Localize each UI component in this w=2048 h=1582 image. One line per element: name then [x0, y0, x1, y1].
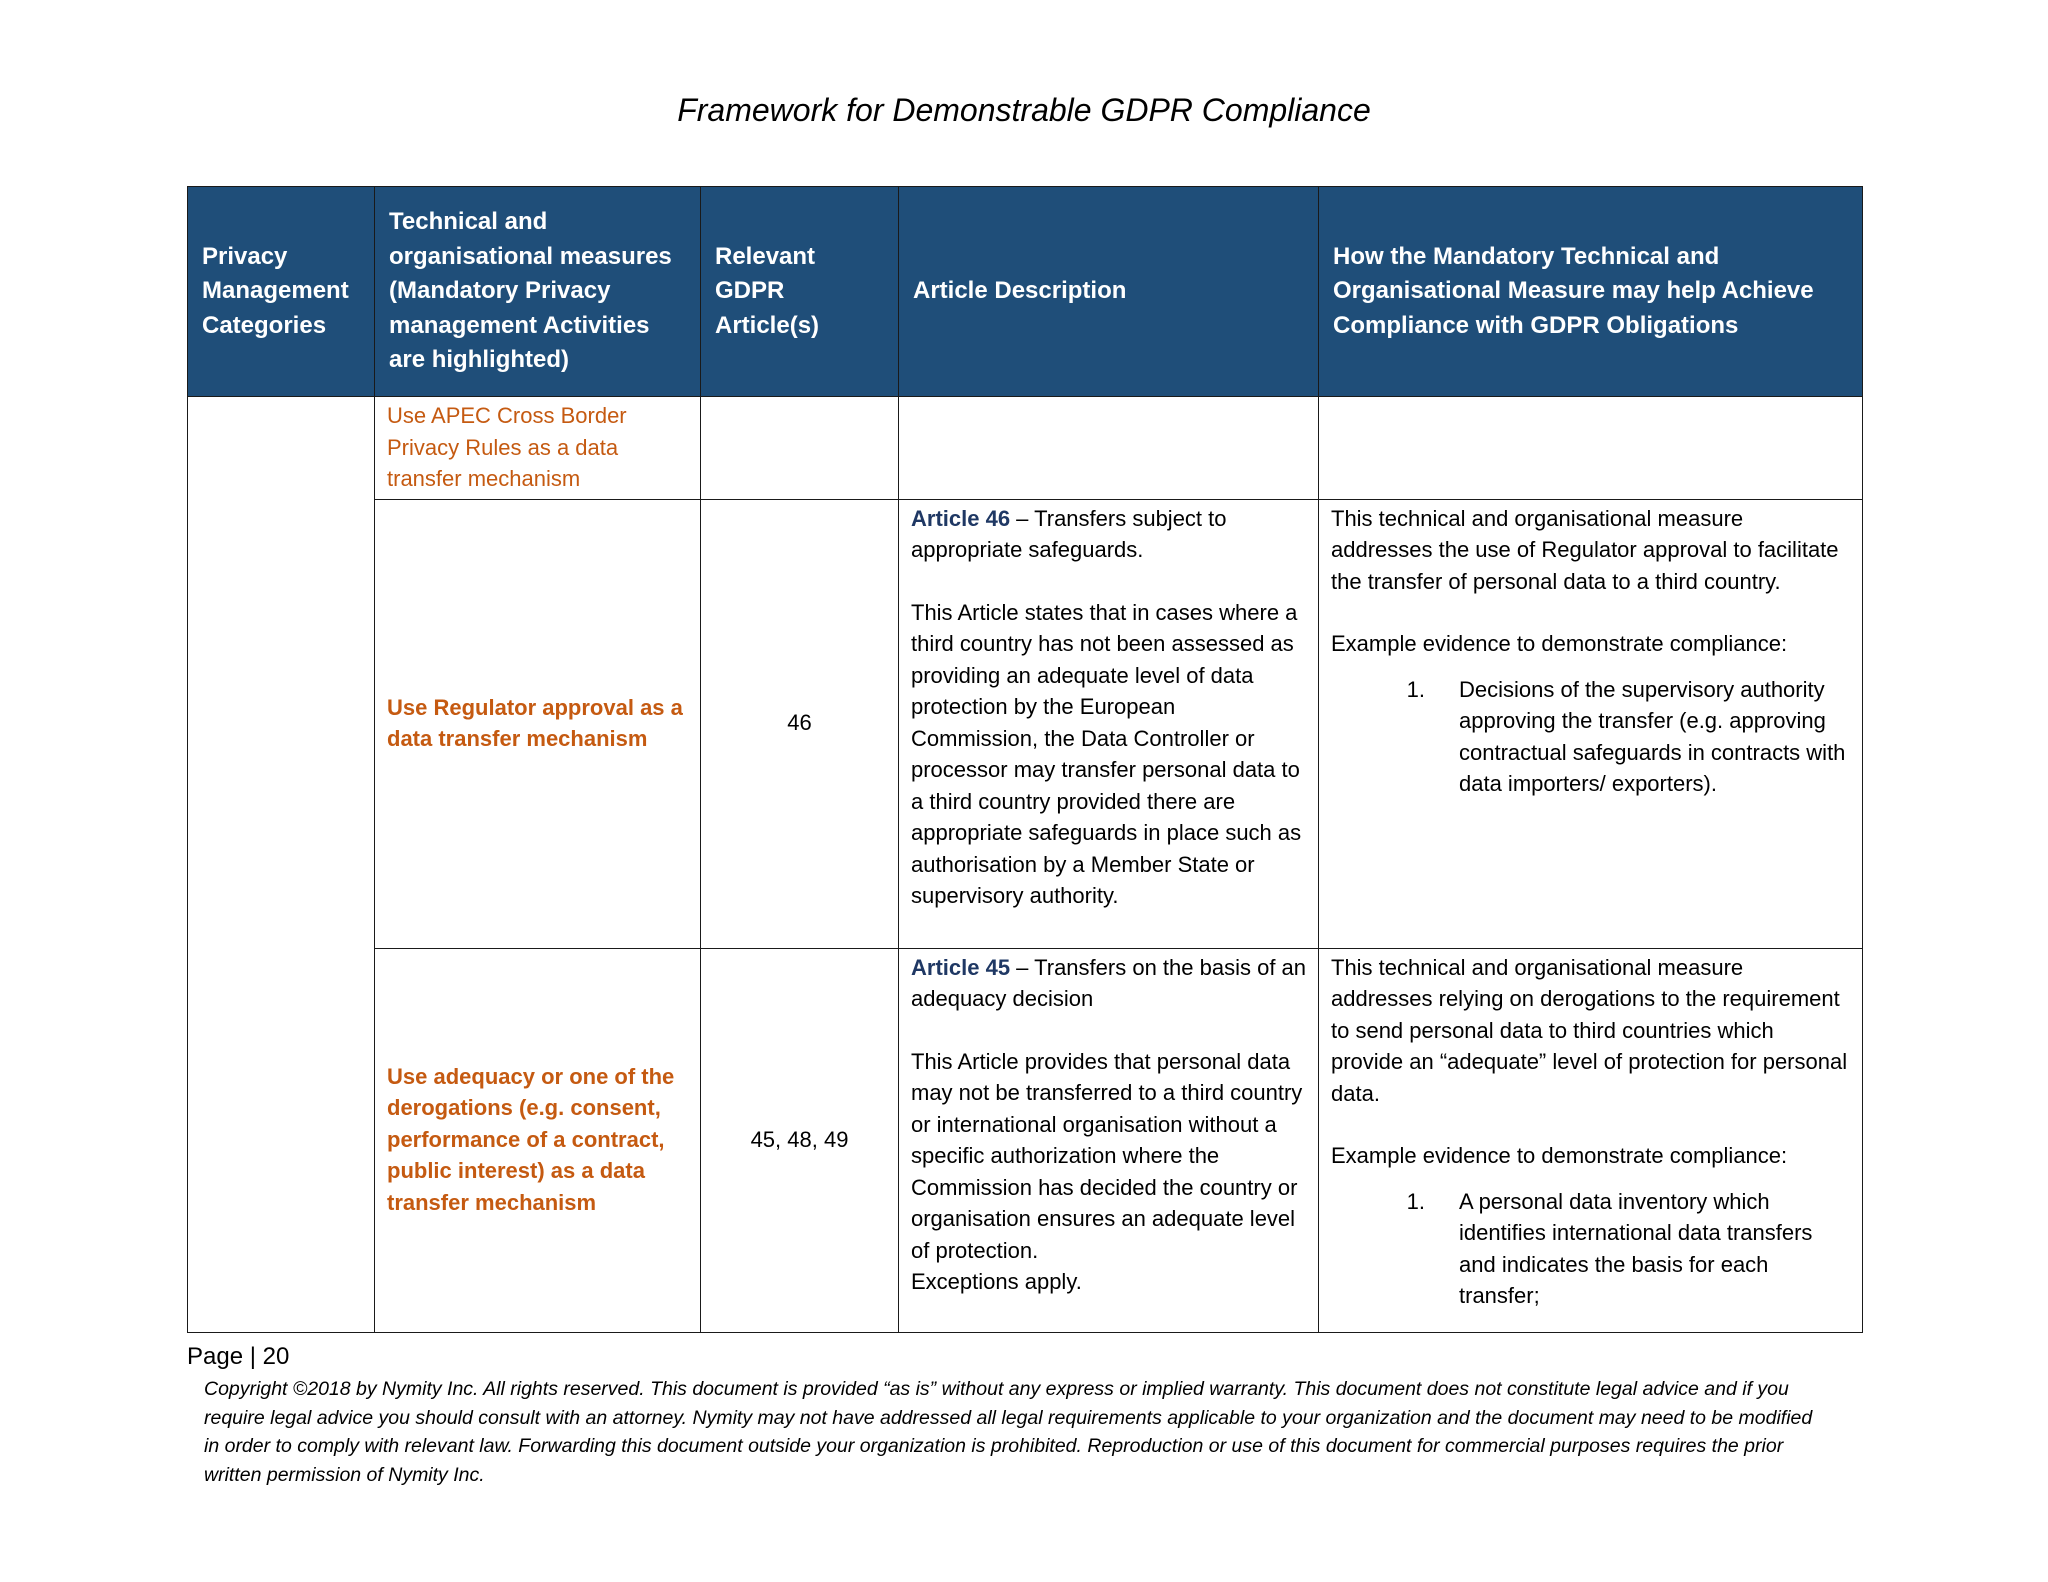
list-item-text: A personal data inventory which identifies international data transfers and indicates the basis for each transfer;: [1459, 1188, 1813, 1308]
evidence-label: Example evidence to demonstrate compliance:: [1331, 1143, 1788, 1168]
articles-cell: 45, 48, 49: [701, 948, 899, 1332]
table-row: [188, 948, 1863, 1332]
measure-cell: Use adequacy or one of the derogations (e.g. consent, performance of a contract, public interest) as a data transfer mechanism: [375, 948, 701, 1332]
evidence-label: Example evidence to demonstrate compliance:: [1331, 631, 1788, 656]
table-row: [188, 499, 1863, 948]
header-relevant-articles: Relevant GDPR Article(s): [701, 187, 899, 397]
article-title: – Transfers on the basis of an adequacy decision: [911, 954, 1307, 1011]
article-ref: Article 46: [911, 505, 1011, 531]
evidence-list: [1331, 674, 1850, 800]
copyright-footer: Copyright ©2018 by Nymity Inc. All rights reserved. This document is provided “as is” without any express or implied warranty. This document does not constitute legal advice and if you require legal advice you should consult with an attorney. Nymity may not have addressed all legal requirements applicable to your organization and the document may need to be modified in order to comply with relevant law. Forwarding this document outside your organization is prohibited. Reproduction or use of this document for commercial purposes requires the prior written permission of Nymity Inc.: [204, 1378, 1813, 1486]
list-item: [1331, 674, 1850, 800]
header-privacy-categories: Privacy Management Categories: [188, 187, 375, 397]
list-item: [1331, 1186, 1850, 1312]
compliance-intro: This technical and organisational measure addresses the use of Regulator approval to facilitate the transfer of personal data to a third country.: [1331, 505, 1839, 594]
article-body: This Article states that in cases where a third country has not been assessed as providing an adequate level of data protection by the European Commission, the Data Controller or processor may transfer personal data to a third country provided there are appropriate safeguards in place such as authorisation by a Member State or supervisory authority.: [911, 599, 1302, 908]
article-body: This Article provides that personal data may not be transferred to a third country or international organisation without a specific authorization where the Commission has decided the country or organisation ensures an adequate level of protection.: [911, 1048, 1303, 1263]
description-cell: [899, 397, 1319, 500]
page-number: Page | 20: [187, 1343, 290, 1370]
compliance-cell: [1319, 397, 1863, 500]
document-title: Framework for Demonstrable GDPR Compliance: [677, 92, 1371, 128]
table-row: [188, 397, 1863, 500]
article-exceptions: Exceptions apply.: [911, 1269, 1082, 1294]
article-heading: [911, 952, 1306, 1015]
evidence-list: [1331, 1186, 1850, 1312]
list-item-text: Decisions of the supervisory authority approving the transfer (e.g. approving contractual safeguards in contracts with data importers/ exporters).: [1459, 676, 1846, 796]
article-heading: [911, 503, 1306, 566]
articles-cell: [701, 397, 899, 500]
header-compliance-help: How the Mandatory Technical and Organisational Measure may help Achieve Compliance with GDPR Obligations: [1319, 187, 1863, 397]
description-cell: [899, 499, 1319, 948]
compliance-intro: This technical and organisational measure addresses relying on derogations to the requirement to send personal data to third countries which provide an “adequate” level of protection for personal data.: [1331, 954, 1848, 1106]
list-item-number: 1.: [1406, 676, 1425, 702]
measure-cell: Use APEC Cross Border Privacy Rules as a data transfer mechanism: [375, 397, 701, 500]
article-title: – Transfers subject to appropriate safeguards.: [911, 505, 1227, 562]
compliance-cell: [1319, 499, 1863, 948]
article-ref: Article 45: [911, 954, 1011, 980]
description-cell: [899, 948, 1319, 1332]
compliance-cell: [1319, 948, 1863, 1332]
measure-cell: Use Regulator approval as a data transfer mechanism: [375, 499, 701, 948]
compliance-table: [187, 186, 1863, 1333]
list-item-number: 1.: [1406, 1188, 1425, 1214]
header-article-description: Article Description: [899, 187, 1319, 397]
privacy-category-cell: [188, 397, 375, 1333]
table-header-row: [188, 187, 1863, 397]
header-technical-measures: Technical and organisational measures (Mandatory Privacy management Activities are highlighted): [375, 187, 701, 397]
articles-cell: 46: [701, 499, 899, 948]
